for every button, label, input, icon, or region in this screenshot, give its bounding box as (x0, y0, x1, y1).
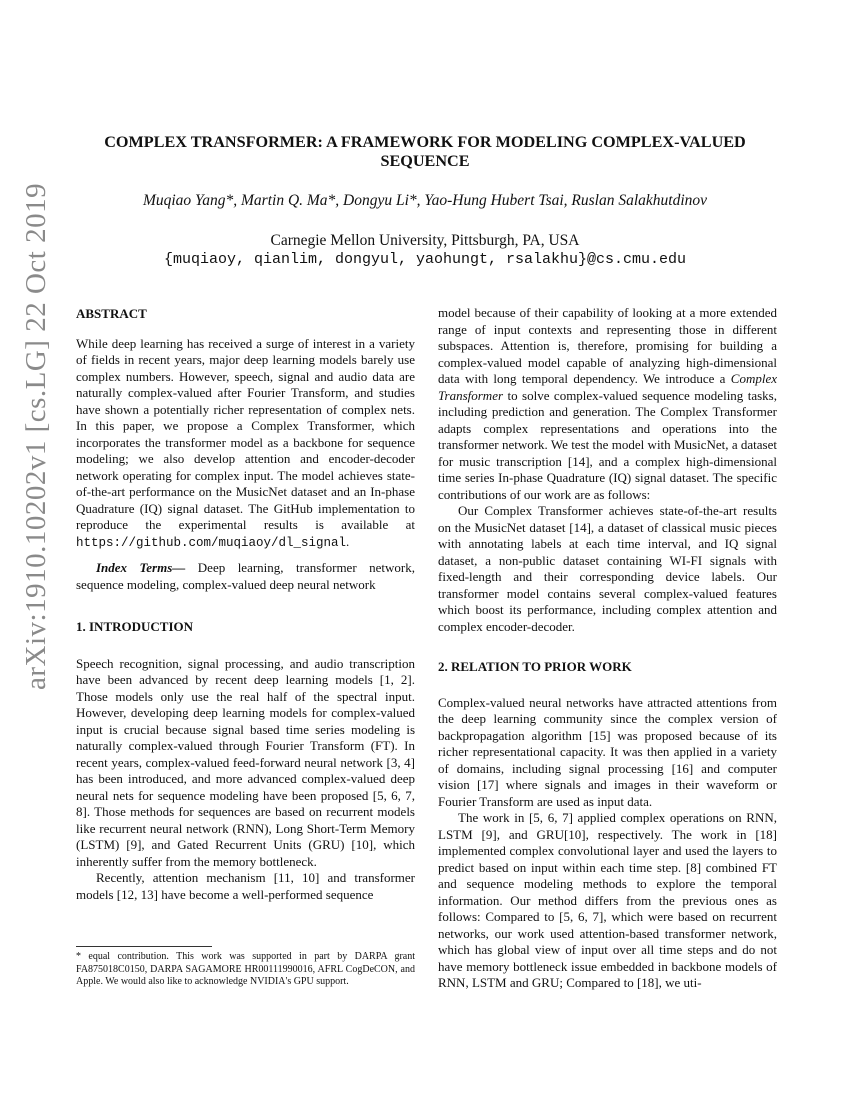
prior-work-heading: 2. RELATION TO PRIOR WORK (438, 659, 632, 674)
author-emails: {muqiaoy, qianlim, dongyul, yaohungt, rsalakhu}@cs.cmu.edu (163, 251, 687, 268)
index-terms-text: Deep learning, transformer network, sequence modeling, complex-valued deep neural network (76, 560, 415, 592)
paper-title (80, 133, 770, 171)
author-list: Muqiao Yang*, Martin Q. Ma*, Dongyu Li*, Yao-Hung Hubert Tsai, Ruslan Salakhutdinov (142, 192, 708, 209)
intro-heading: 1. INTRODUCTION (76, 619, 194, 634)
abstract-heading: ABSTRACT (76, 306, 147, 321)
right-column (438, 305, 777, 992)
title-line-1: COMPLEX TRANSFORMER: A FRAMEWORK FOR MODELING COMPLEX-VALUED (104, 133, 746, 151)
title-line-2: SEQUENCE (380, 152, 470, 170)
left-column (76, 306, 415, 903)
github-link[interactable]: https://github.com/muqiaoy/dl_signal (76, 535, 347, 550)
footnote: * equal contribution. This work was supported in part by DARPA grant FA875018C0150, DARPA SAGAMORE HR00111990016, AFRL CogDeCON, and Apple. We would also like to acknowledge NVIDIA's GPU support. (76, 951, 415, 988)
abstract-text (76, 336, 415, 552)
abstract-body: While deep learning has received a surge of interest in a variety of fields in recent years, major deep learning models barely use complex numbers. However, speech, signal and audio data are naturally complex-valued after Fourier Transform, and studies have shown a potentially richer representation of complex nets. In this paper, we propose a Complex Transformer, which incorporates the transformer model as a backbone for sequence modeling; we also develop attention and encoder-decoder network operating for complex input. The model achieves state-of-the-art performance on the MusicNet dataset and an In-phase Quadrature (IQ) signal dataset. The GitHub implementation to reproduce the experimental results is available at (76, 335, 415, 532)
affiliation: Carnegie Mellon University, Pittsburgh, PA, USA (270, 232, 580, 249)
index-terms-label: Index Terms— (96, 560, 186, 575)
index-terms (76, 560, 415, 593)
arxiv-stamp: arXiv:1910.10202v1 [cs.LG] 22 Oct 2019 (20, 182, 52, 690)
abstract-end: . (346, 533, 350, 549)
footnote-rule (76, 946, 212, 947)
prior-work-paragraph-2: The work in [5, 6, 7] applied complex operations on RNN, LSTM [9], and GRU[10], respectively. The work in [18] implemented complex convolutional layer and used the layers to predict based on input within each time step. [8] combined FT and sequence modeling methods to explore the temporal information. Our method differs from the previous ones as follows: Compared to [5, 6, 7], which were based on recurrent networks, our work used attention-based transformer network, which has global view of input over all time steps and do not have memory bottleneck issue embedded in backbone models of RNN, LSTM and GRU; Compared to [18], we uti- (438, 810, 777, 990)
right-paragraph-2: Our Complex Transformer achieves state-of-the-art results on the MusicNet dataset [14], a dataset of classical music pieces with annotating labels at each time interval, and IQ signal dataset, a non-public dataset containing WI-FI signals with fixed-length and their corresponding device labels. Our transformer model contains several complex-valued features which boost its performance, including complex attention and complex encoder-decoder. (438, 503, 777, 634)
intro-paragraph-2: Recently, attention mechanism [11, 10] and transformer models [12, 13] have become a well-performed sequence (76, 870, 415, 902)
intro-paragraph-1: Speech recognition, signal processing, and audio transcription have been advanced by recent deep learning models [1, 2]. Those models only use the real half of the spectral input. However, developing deep learning models for complex-valued input is crucial because signal based time series modeling is naturally complex-valued through Fourier Transform (FT). In recent years, complex-valued feed-forward neural network [3, 4] has been introduced, and more advanced complex-valued deep neural nets for sequence modeling have been proposed [5, 6, 7, 8]. Those methods for sequences are based on recurrent models like recurrent neural network (RNN), Long Short-Term Memory (LSTM) [9], and Gated Recurrent Units (GRU) [10], which inherently suffer from the memory bottleneck. (76, 655, 415, 869)
right-p1-part-a: model because of their capability of looking at a more extended range of input contexts and representing those in different subspaces. Attention is, therefore, promising for building a complex-valued model capable of analyzing high-dimensional data with long temporal dependency. We introduce a (438, 305, 777, 386)
complex-transformer-emphasis: Complex Transformer (438, 371, 777, 403)
prior-work-paragraph-1: Complex-valued neural networks have attracted attentions from the deep learning community since the complex version of backpropagation algorithm [15] was proposed because of its richer representational capacity. It was then applied in a variety of domains, including signal processing [16] and computer vision [17] where signals and images in their waveform or Fourier Transform are used as input data. (438, 694, 777, 809)
right-p1-part-b: to solve complex-valued sequence modeling tasks, including prediction and generation. The Complex Transformer adapts complex representations and operations into the transformer network. We test the model with MusicNet, a dataset for music transcription [14], and a complex high-dimensional time series In-phase Quadrature (IQ) signal dataset. The specific contributions of our work are as follows: (438, 387, 777, 502)
right-paragraph-1 (438, 305, 777, 503)
